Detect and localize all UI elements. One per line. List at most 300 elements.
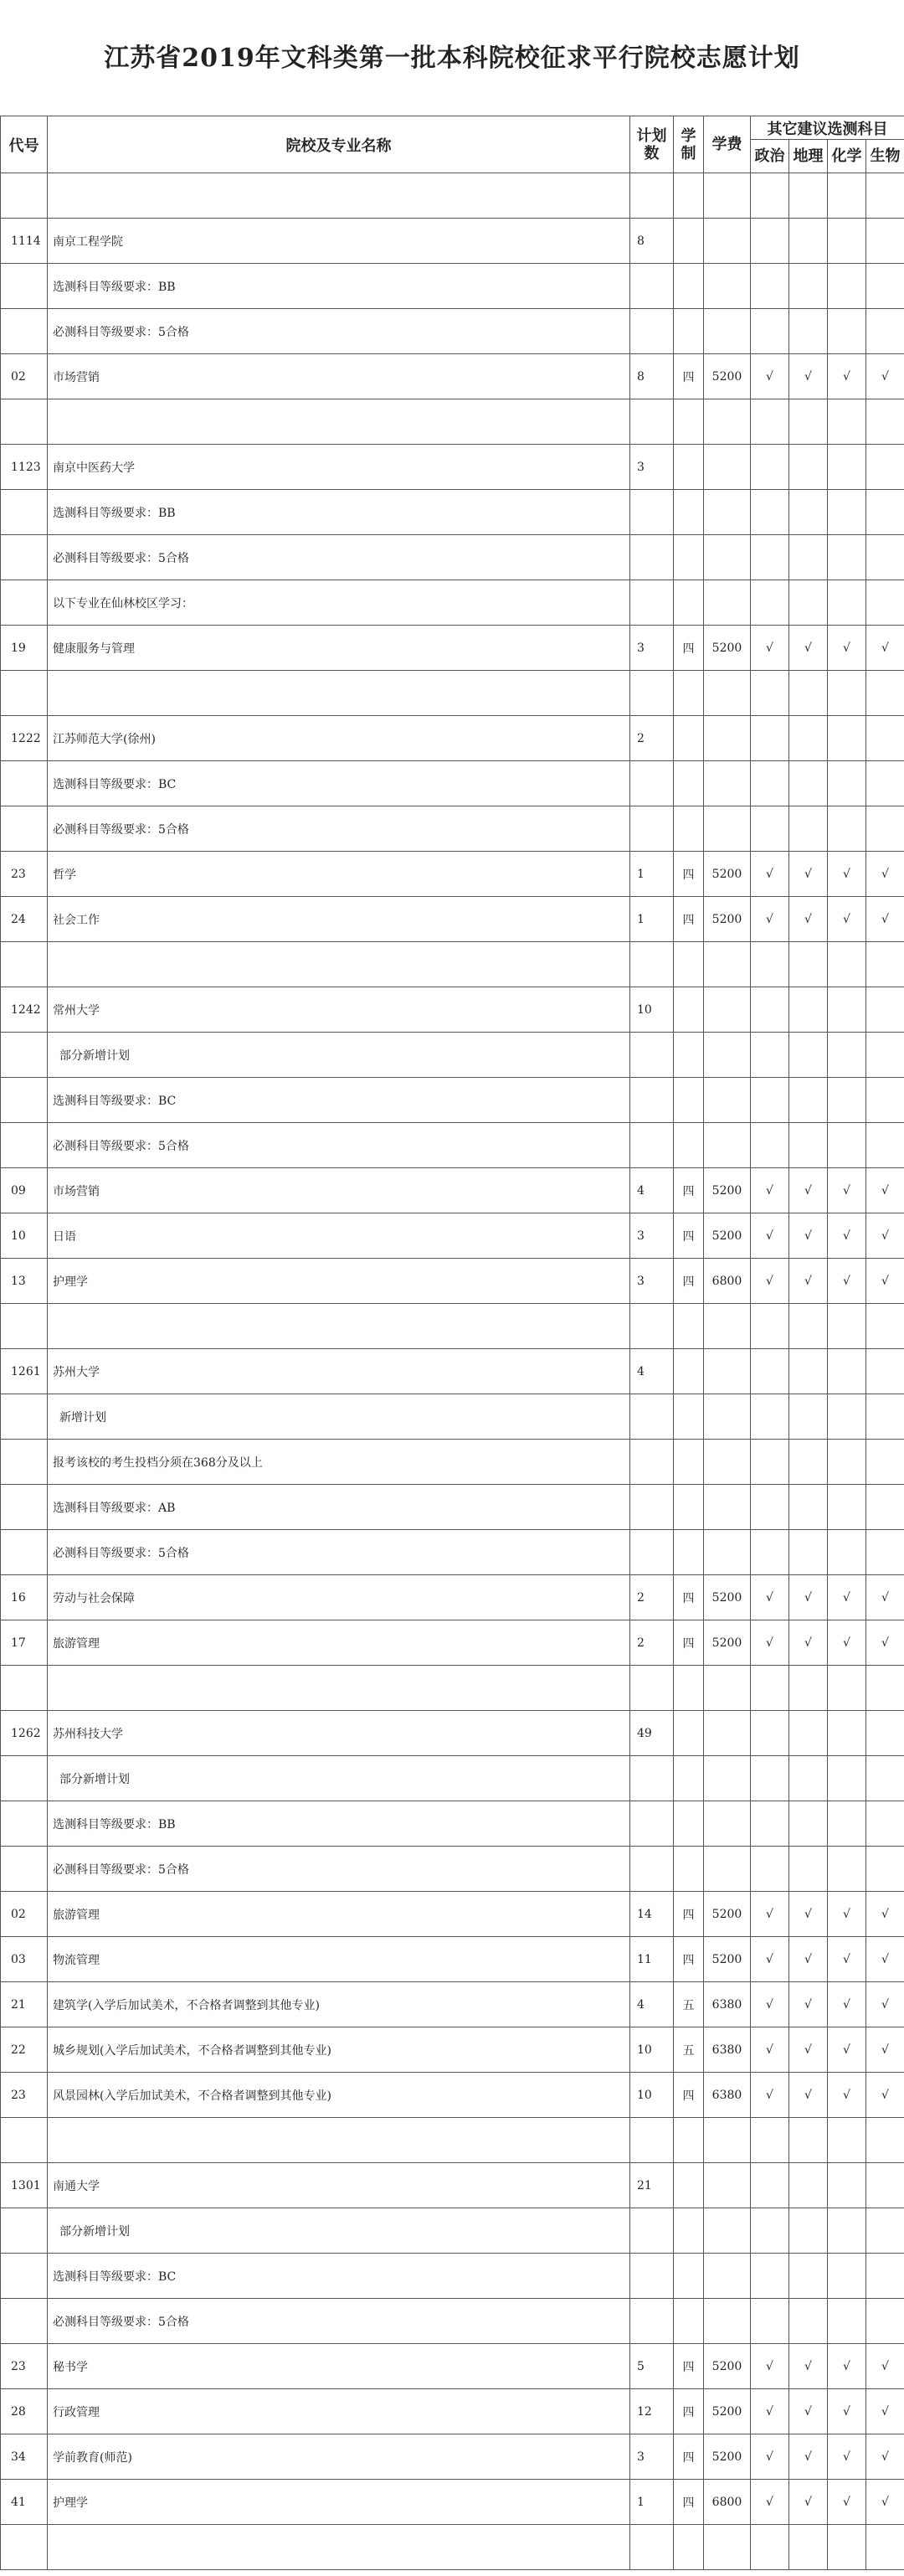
check-geography-cell: √	[789, 1575, 828, 1620]
check-geography-cell	[789, 2299, 828, 2344]
years-cell	[674, 1304, 704, 1349]
name-cell: 必测科目等级要求：5合格	[48, 1847, 630, 1892]
fee-cell: 5200	[704, 1892, 751, 1937]
check-politics-cell	[751, 2208, 789, 2254]
plan-cell	[630, 761, 674, 806]
check-politics-cell	[751, 490, 789, 535]
code-cell: 1262	[1, 1711, 48, 1756]
check-biology-cell	[866, 1801, 904, 1847]
check-chemistry-cell	[828, 2163, 866, 2208]
fee-cell	[704, 399, 751, 445]
years-cell	[674, 1847, 704, 1892]
blank-row	[1, 942, 904, 987]
check-biology-cell	[866, 761, 904, 806]
plan-cell	[630, 399, 674, 445]
years-cell: 四	[674, 2480, 704, 2525]
check-chemistry-cell	[828, 399, 866, 445]
fee-cell	[704, 716, 751, 761]
check-chemistry-cell: √	[828, 2027, 866, 2073]
check-biology-cell	[866, 942, 904, 987]
fee-cell	[704, 173, 751, 219]
years-cell	[674, 761, 704, 806]
check-biology-cell	[866, 1078, 904, 1123]
check-geography-cell: √	[789, 897, 828, 942]
years-cell	[674, 1711, 704, 1756]
fee-cell: 5200	[704, 354, 751, 399]
check-politics-cell	[751, 1123, 789, 1168]
check-geography-cell	[789, 1666, 828, 1711]
fee-cell: 5200	[704, 1575, 751, 1620]
check-geography-cell	[789, 264, 828, 309]
major-row	[1, 2073, 904, 2118]
check-chemistry-cell	[828, 2299, 866, 2344]
code-cell: 21	[1, 1982, 48, 2027]
name-cell: 南通大学	[48, 2163, 630, 2208]
code-cell: 1242	[1, 987, 48, 1033]
name-cell: 社会工作	[48, 897, 630, 942]
header-subject-geography: 地理	[789, 140, 828, 173]
blank-row	[1, 399, 904, 445]
check-politics-cell: √	[751, 2480, 789, 2525]
years-cell	[674, 2525, 704, 2570]
check-politics-cell: √	[751, 2073, 789, 2118]
code-cell: 09	[1, 1168, 48, 1213]
code-cell	[1, 806, 48, 852]
check-chemistry-cell	[828, 1033, 866, 1078]
name-cell: 部分新增计划	[48, 1756, 630, 1801]
name-cell: 报考该校的考生投档分须在368分及以上	[48, 1440, 630, 1485]
header-other-subjects: 其它建议选测科目	[751, 116, 904, 140]
check-biology-cell: √	[866, 2073, 904, 2118]
years-cell: 四	[674, 1620, 704, 1666]
plan-cell	[630, 1530, 674, 1575]
note-row	[1, 1078, 904, 1123]
plan-cell: 8	[630, 354, 674, 399]
years-cell	[674, 2208, 704, 2254]
check-politics-cell	[751, 1349, 789, 1394]
note-row	[1, 1123, 904, 1168]
check-chemistry-cell	[828, 671, 866, 716]
check-politics-cell	[751, 1530, 789, 1575]
plan-cell	[630, 1801, 674, 1847]
years-cell: 四	[674, 2434, 704, 2480]
plan-cell: 5	[630, 2344, 674, 2389]
fee-cell: 6380	[704, 1982, 751, 2027]
code-cell: 24	[1, 897, 48, 942]
check-geography-cell: √	[789, 1213, 828, 1259]
code-cell: 10	[1, 1213, 48, 1259]
code-cell	[1, 2299, 48, 2344]
years-cell: 五	[674, 2027, 704, 2073]
fee-cell	[704, 2163, 751, 2208]
check-chemistry-cell	[828, 806, 866, 852]
check-geography-cell: √	[789, 1259, 828, 1304]
fee-cell	[704, 1847, 751, 1892]
fee-cell: 5200	[704, 852, 751, 897]
years-cell	[674, 1530, 704, 1575]
check-politics-cell	[751, 987, 789, 1033]
name-cell: 日语	[48, 1213, 630, 1259]
code-cell: 1301	[1, 2163, 48, 2208]
major-row	[1, 1259, 904, 1304]
check-politics-cell	[751, 1711, 789, 1756]
major-row	[1, 1892, 904, 1937]
check-biology-cell	[866, 264, 904, 309]
check-politics-cell	[751, 2254, 789, 2299]
check-chemistry-cell	[828, 2254, 866, 2299]
name-cell: 旅游管理	[48, 1620, 630, 1666]
check-geography-cell	[789, 399, 828, 445]
name-cell: 选测科目等级要求：BB	[48, 490, 630, 535]
fee-cell: 5200	[704, 2389, 751, 2434]
years-cell: 四	[674, 2344, 704, 2389]
check-biology-cell: √	[866, 354, 904, 399]
code-cell	[1, 1530, 48, 1575]
check-politics-cell	[751, 535, 789, 580]
plan-cell: 3	[630, 1259, 674, 1304]
check-chemistry-cell	[828, 761, 866, 806]
blank-row	[1, 173, 904, 219]
check-biology-cell	[866, 1349, 904, 1394]
years-cell	[674, 942, 704, 987]
check-chemistry-cell	[828, 1485, 866, 1530]
years-cell: 四	[674, 897, 704, 942]
code-cell: 41	[1, 2480, 48, 2525]
check-geography-cell: √	[789, 2344, 828, 2389]
check-chemistry-cell: √	[828, 2389, 866, 2434]
check-geography-cell: √	[789, 852, 828, 897]
check-politics-cell: √	[751, 2344, 789, 2389]
plan-cell	[630, 806, 674, 852]
table-body	[1, 173, 904, 2570]
check-biology-cell: √	[866, 2027, 904, 2073]
check-politics-cell	[751, 1304, 789, 1349]
plan-cell	[630, 1847, 674, 1892]
check-politics-cell: √	[751, 626, 789, 671]
years-cell	[674, 173, 704, 219]
plan-cell: 3	[630, 2434, 674, 2480]
check-geography-cell	[789, 1033, 828, 1078]
name-cell: 风景园林(入学后加试美术，不合格者调整到其他专业)	[48, 2073, 630, 2118]
fee-cell	[704, 1349, 751, 1394]
name-cell: 学前教育(师范)	[48, 2434, 630, 2480]
years-cell	[674, 987, 704, 1033]
table-header	[1, 116, 904, 173]
check-chemistry-cell	[828, 1711, 866, 1756]
check-geography-cell	[789, 1078, 828, 1123]
check-politics-cell	[751, 2525, 789, 2570]
years-cell	[674, 264, 704, 309]
plan-cell	[630, 671, 674, 716]
check-politics-cell	[751, 1801, 789, 1847]
check-biology-cell	[866, 1033, 904, 1078]
check-chemistry-cell: √	[828, 1620, 866, 1666]
fee-cell	[704, 1530, 751, 1575]
check-geography-cell: √	[789, 2480, 828, 2525]
code-cell: 23	[1, 852, 48, 897]
years-cell: 四	[674, 1259, 704, 1304]
check-politics-cell: √	[751, 1982, 789, 2027]
check-biology-cell: √	[866, 2389, 904, 2434]
check-geography-cell	[789, 2118, 828, 2163]
fee-cell: 6800	[704, 1259, 751, 1304]
years-cell	[674, 1440, 704, 1485]
check-geography-cell: √	[789, 2027, 828, 2073]
fee-cell	[704, 264, 751, 309]
check-chemistry-cell: √	[828, 2073, 866, 2118]
check-chemistry-cell	[828, 264, 866, 309]
header-plan: 计划数	[630, 116, 674, 173]
fee-cell	[704, 942, 751, 987]
plan-cell: 1	[630, 2480, 674, 2525]
code-cell: 02	[1, 1892, 48, 1937]
check-biology-cell: √	[866, 2480, 904, 2525]
years-cell	[674, 671, 704, 716]
fee-cell	[704, 1440, 751, 1485]
fee-cell	[704, 580, 751, 626]
name-cell	[48, 2525, 630, 2570]
fee-cell	[704, 2299, 751, 2344]
note-row	[1, 1485, 904, 1530]
plan-cell	[630, 490, 674, 535]
plan-cell: 3	[630, 626, 674, 671]
major-row	[1, 2480, 904, 2525]
check-biology-cell	[866, 2118, 904, 2163]
check-biology-cell	[866, 535, 904, 580]
blank-row	[1, 2525, 904, 2570]
years-cell	[674, 1123, 704, 1168]
check-geography-cell	[789, 490, 828, 535]
check-chemistry-cell	[828, 1440, 866, 1485]
check-biology-cell	[866, 490, 904, 535]
check-chemistry-cell	[828, 1847, 866, 1892]
major-row	[1, 897, 904, 942]
check-chemistry-cell	[828, 1756, 866, 1801]
code-cell	[1, 671, 48, 716]
code-cell	[1, 1304, 48, 1349]
note-row	[1, 1440, 904, 1485]
check-geography-cell	[789, 580, 828, 626]
years-cell: 四	[674, 2389, 704, 2434]
fee-cell: 5200	[704, 626, 751, 671]
check-politics-cell	[751, 1666, 789, 1711]
check-biology-cell	[866, 716, 904, 761]
blank-row	[1, 1666, 904, 1711]
name-cell: 城乡规划(入学后加试美术，不合格者调整到其他专业)	[48, 2027, 630, 2073]
plan-cell: 21	[630, 2163, 674, 2208]
check-chemistry-cell: √	[828, 1892, 866, 1937]
fee-cell	[704, 1033, 751, 1078]
check-biology-cell	[866, 219, 904, 264]
plan-cell: 10	[630, 987, 674, 1033]
years-cell	[674, 445, 704, 490]
fee-cell	[704, 2208, 751, 2254]
years-cell: 四	[674, 2073, 704, 2118]
plan-cell	[630, 309, 674, 354]
years-cell	[674, 219, 704, 264]
code-cell: 23	[1, 2073, 48, 2118]
major-row	[1, 1168, 904, 1213]
note-row	[1, 2208, 904, 2254]
plan-cell	[630, 1756, 674, 1801]
check-politics-cell	[751, 445, 789, 490]
fee-cell: 6800	[704, 2480, 751, 2525]
header-code: 代号	[1, 116, 48, 173]
plan-cell	[630, 2118, 674, 2163]
check-chemistry-cell	[828, 1666, 866, 1711]
note-row	[1, 535, 904, 580]
plan-cell	[630, 942, 674, 987]
check-biology-cell	[866, 1666, 904, 1711]
years-cell	[674, 2254, 704, 2299]
fee-cell	[704, 309, 751, 354]
plan-cell	[630, 2208, 674, 2254]
note-row	[1, 2254, 904, 2299]
check-geography-cell	[789, 1711, 828, 1756]
name-cell: 南京中医药大学	[48, 445, 630, 490]
code-cell	[1, 1123, 48, 1168]
years-cell	[674, 580, 704, 626]
code-cell: 1222	[1, 716, 48, 761]
check-biology-cell: √	[866, 2434, 904, 2480]
check-geography-cell	[789, 761, 828, 806]
plan-cell	[630, 2254, 674, 2299]
check-politics-cell: √	[751, 1168, 789, 1213]
name-cell: 必测科目等级要求：5合格	[48, 806, 630, 852]
plan-table	[0, 116, 904, 2570]
check-chemistry-cell: √	[828, 1168, 866, 1213]
code-cell	[1, 1801, 48, 1847]
code-cell	[1, 399, 48, 445]
note-row	[1, 309, 904, 354]
check-geography-cell	[789, 2163, 828, 2208]
check-geography-cell	[789, 1123, 828, 1168]
blank-row	[1, 1304, 904, 1349]
check-biology-cell	[866, 2163, 904, 2208]
check-geography-cell: √	[789, 1620, 828, 1666]
fee-cell: 5200	[704, 1168, 751, 1213]
code-cell	[1, 1847, 48, 1892]
fee-cell	[704, 806, 751, 852]
plan-cell: 49	[630, 1711, 674, 1756]
check-chemistry-cell	[828, 1530, 866, 1575]
name-cell: 新增计划	[48, 1394, 630, 1440]
fee-cell	[704, 761, 751, 806]
years-cell: 四	[674, 1168, 704, 1213]
name-cell: 护理学	[48, 1259, 630, 1304]
check-politics-cell: √	[751, 1937, 789, 1982]
plan-cell: 2	[630, 1620, 674, 1666]
check-biology-cell	[866, 2299, 904, 2344]
check-politics-cell: √	[751, 1259, 789, 1304]
check-biology-cell	[866, 1530, 904, 1575]
check-biology-cell	[866, 2208, 904, 2254]
plan-cell: 2	[630, 1575, 674, 1620]
code-cell	[1, 2525, 48, 2570]
school-row	[1, 716, 904, 761]
plan-cell	[630, 1485, 674, 1530]
name-cell: 劳动与社会保障	[48, 1575, 630, 1620]
years-cell: 四	[674, 626, 704, 671]
code-cell: 34	[1, 2434, 48, 2480]
code-cell	[1, 535, 48, 580]
check-politics-cell	[751, 399, 789, 445]
check-geography-cell	[789, 942, 828, 987]
fee-cell	[704, 1304, 751, 1349]
check-politics-cell	[751, 806, 789, 852]
check-politics-cell	[751, 580, 789, 626]
school-row	[1, 445, 904, 490]
code-cell	[1, 1666, 48, 1711]
check-biology-cell	[866, 309, 904, 354]
major-row	[1, 354, 904, 399]
years-cell	[674, 716, 704, 761]
code-cell	[1, 1394, 48, 1440]
name-cell: 苏州科技大学	[48, 1711, 630, 1756]
code-cell: 28	[1, 2389, 48, 2434]
fee-cell: 6380	[704, 2073, 751, 2118]
fee-cell: 5200	[704, 897, 751, 942]
school-row	[1, 987, 904, 1033]
check-politics-cell	[751, 1440, 789, 1485]
check-chemistry-cell: √	[828, 626, 866, 671]
fee-cell: 5200	[704, 1937, 751, 1982]
plan-cell	[630, 1666, 674, 1711]
plan-cell: 10	[630, 2027, 674, 2073]
name-cell	[48, 399, 630, 445]
header-subject-chemistry: 化学	[828, 140, 866, 173]
check-biology-cell: √	[866, 1168, 904, 1213]
page-title: 江苏省2019年文科类第一批本科院校征求平行院校志愿计划	[104, 44, 800, 73]
name-cell	[48, 173, 630, 219]
check-chemistry-cell	[828, 2208, 866, 2254]
name-cell: 以下专业在仙林校区学习：	[48, 580, 630, 626]
check-politics-cell: √	[751, 354, 789, 399]
header-subject-biology: 生物	[866, 140, 904, 173]
fee-cell	[704, 2118, 751, 2163]
code-cell	[1, 1033, 48, 1078]
check-geography-cell	[789, 1756, 828, 1801]
check-geography-cell	[789, 1801, 828, 1847]
plan-cell	[630, 1078, 674, 1123]
code-cell: 17	[1, 1620, 48, 1666]
check-politics-cell	[751, 1033, 789, 1078]
check-politics-cell	[751, 309, 789, 354]
check-chemistry-cell: √	[828, 1213, 866, 1259]
code-cell: 1114	[1, 219, 48, 264]
major-row	[1, 2389, 904, 2434]
name-cell: 选测科目等级要求：BB	[48, 264, 630, 309]
check-geography-cell: √	[789, 1937, 828, 1982]
name-cell: 南京工程学院	[48, 219, 630, 264]
check-politics-cell	[751, 671, 789, 716]
name-cell: 必测科目等级要求：5合格	[48, 309, 630, 354]
major-row	[1, 852, 904, 897]
check-biology-cell	[866, 987, 904, 1033]
code-cell	[1, 1440, 48, 1485]
years-cell	[674, 1033, 704, 1078]
check-politics-cell	[751, 761, 789, 806]
check-politics-cell	[751, 1485, 789, 1530]
code-cell: 22	[1, 2027, 48, 2073]
check-chemistry-cell	[828, 173, 866, 219]
check-biology-cell	[866, 2254, 904, 2299]
major-row	[1, 1575, 904, 1620]
check-geography-cell	[789, 445, 828, 490]
name-cell: 常州大学	[48, 987, 630, 1033]
check-biology-cell: √	[866, 1213, 904, 1259]
check-politics-cell	[751, 716, 789, 761]
